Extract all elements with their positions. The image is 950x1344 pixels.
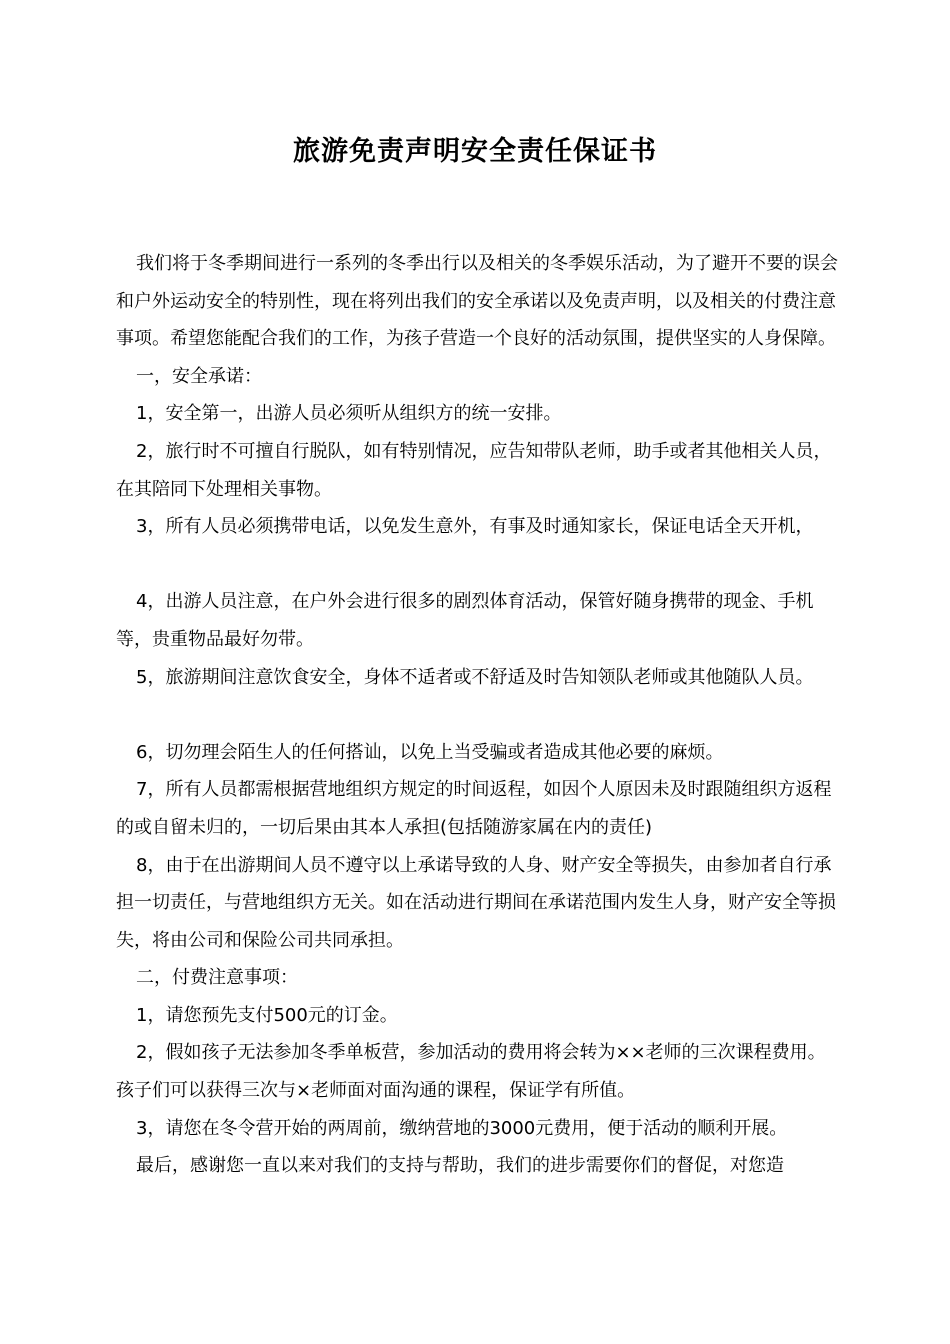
spacer (116, 696, 838, 734)
document-title: 旅游免责声明安全责任保证书 (293, 136, 657, 167)
spacer (116, 546, 838, 584)
safety-item-2: 2，旅行时不可擅自行脱队，如有特别情况，应告知带队老师，助手或者其他相关人员，在其陪同下处理相关事物。 (116, 440, 832, 500)
closing-paragraph: 最后，感谢您一直以来对我们的支持与帮助，我们的进步需要你们的督促，对您造 (136, 1155, 784, 1177)
safety-item-3: 3，所有人员必须携带电话，以免发生意外，有事及时通知家长，保证电话全天开机， (136, 516, 814, 538)
intro-paragraph: 我们将于冬季期间进行一系列的冬季出行以及相关的冬季娱乐活动，为了避开不要的误会和户外运动安全的特别性，现在将列出我们的安全承诺以及免责声明，以及相关的付费注意事项。希望您能配合我们的工作，为孩子营造一个良好的活动氛围，提供坚实的人身保障。 (116, 253, 838, 350)
section-heading-safety: 一，安全承诺： (136, 365, 262, 387)
document-body (116, 245, 838, 1185)
safety-item-1: 1，安全第一，出游人员必须听从组织方的统一安排。 (136, 403, 562, 425)
payment-item-2: 2，假如孩子无法参加冬季单板营，参加活动的费用将会转为××老师的三次课程费用。孩子们可以获得三次与×老师面对面沟通的课程，保证学有所值。 (116, 1042, 826, 1102)
safety-item-5: 5，旅游期间注意饮食安全，身体不适者或不舒适及时告知领队老师或其他随队人员。 (136, 666, 814, 688)
payment-item-3: 3，请您在冬令营开始的两周前，缴纳营地的3000元费用，便于活动的顺利开展。 (136, 1117, 788, 1139)
safety-item-8: 8，由于在出游期间人员不遵守以上承诺导致的人身、财产安全等损失，由参加者自行承担一切责任，与营地组织方无关。如在活动进行期间在承诺范围内发生人身，财产安全等损失，将由公司和保险公司共同承担。 (116, 854, 836, 951)
safety-item-4: 4，出游人员注意，在户外会进行很多的剧烈体育活动，保管好随身携带的现金、手机等，贵重物品最好勿带。 (116, 591, 814, 650)
section-heading-payment: 二，付费注意事项： (136, 967, 298, 989)
payment-item-1: 1，请您预先支付500元的订金。 (136, 1004, 398, 1026)
safety-item-6: 6，切勿理会陌生人的任何搭讪，以免上当受骗或者造成其他必要的麻烦。 (136, 741, 724, 763)
safety-item-7: 7，所有人员都需根据营地组织方规定的时间返程，如因个人原因未及时跟随组织方返程的或自留未归的，一切后果由其本人承担(包括随游家属在内的责任) (116, 779, 832, 838)
